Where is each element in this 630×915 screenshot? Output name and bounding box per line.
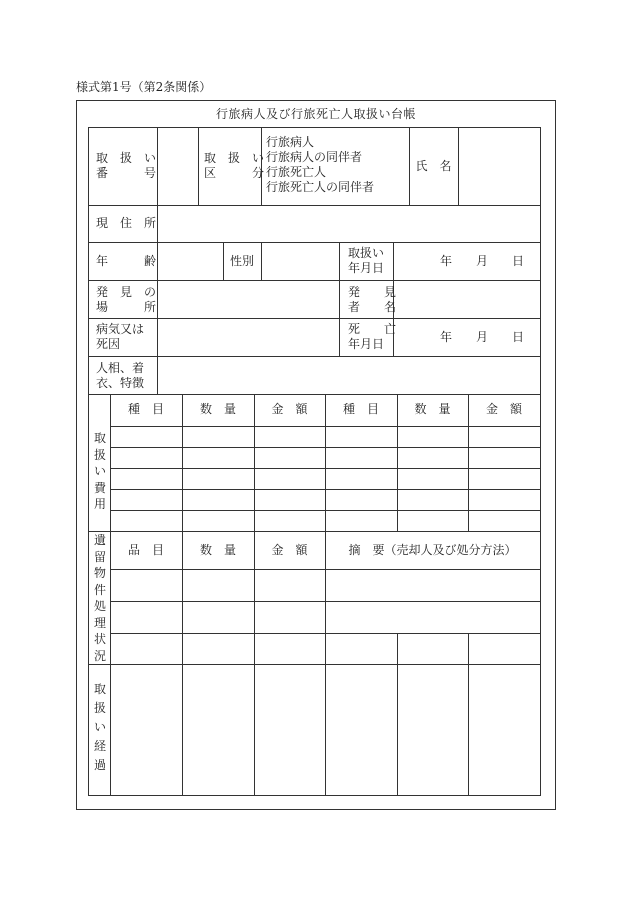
belongings-column-header: 品 目 bbox=[127, 543, 164, 557]
col-rule bbox=[254, 664, 255, 795]
col-rule bbox=[393, 242, 394, 280]
belongings-column-header: 数 量 bbox=[199, 543, 236, 557]
row-rule bbox=[89, 664, 540, 665]
form-number: 様式第1号（第2条関係） bbox=[76, 80, 212, 94]
belongings-section-label bbox=[93, 532, 107, 664]
col-rule bbox=[157, 280, 158, 356]
label-char: 扱 bbox=[93, 701, 106, 715]
expenses-column-header: 数 量 bbox=[199, 402, 236, 416]
category-option: 行旅病人 bbox=[266, 135, 315, 149]
label-char: 理 bbox=[93, 615, 106, 630]
category-option: 行旅病人の同伴者 bbox=[266, 150, 363, 164]
label-char: 費 bbox=[93, 480, 106, 495]
death-date-label: 年月日 bbox=[348, 337, 385, 351]
name-label: 氏 名 bbox=[415, 159, 452, 173]
found-place-label: 場 所 bbox=[96, 300, 157, 314]
row-rule bbox=[89, 531, 540, 532]
expenses-column-header: 種 目 bbox=[127, 402, 164, 416]
category-label: 区 分 bbox=[204, 166, 265, 180]
col-rule bbox=[397, 664, 398, 795]
label-char: 況 bbox=[93, 648, 106, 663]
label-char: 留 bbox=[93, 549, 106, 564]
col-rule bbox=[468, 664, 469, 795]
found-place-label: 発 見 の bbox=[96, 285, 157, 299]
belongings-column-header: 摘 要（売却人及び処分方法） bbox=[348, 543, 517, 557]
label-char: 扱 bbox=[93, 447, 106, 462]
label-char: 件 bbox=[93, 582, 106, 597]
ledger-table bbox=[88, 127, 541, 796]
col-rule bbox=[458, 128, 459, 205]
category-option: 行旅死亡人の同伴者 bbox=[266, 180, 375, 194]
number-label: 取 扱 い bbox=[96, 151, 157, 165]
label-char: 過 bbox=[93, 758, 106, 772]
label-char: 取 bbox=[93, 431, 106, 445]
col-rule bbox=[157, 242, 158, 280]
col-rule bbox=[157, 356, 158, 394]
expenses-section-label bbox=[93, 430, 107, 513]
label-char: い bbox=[93, 464, 106, 478]
history-section-label bbox=[93, 680, 107, 775]
col-rule bbox=[223, 242, 224, 280]
label-char: 物 bbox=[93, 566, 106, 580]
expenses-column-header: 種 目 bbox=[342, 402, 379, 416]
finder-label: 発 見 bbox=[348, 285, 397, 299]
label-char: 経 bbox=[93, 739, 106, 753]
col-rule bbox=[261, 242, 262, 280]
death-date-value: 年 月 日 bbox=[440, 330, 525, 344]
col-rule bbox=[397, 633, 398, 664]
row-rule bbox=[89, 394, 540, 395]
label-char: 状 bbox=[93, 632, 106, 646]
handling-date-label: 年月日 bbox=[348, 261, 385, 275]
col-rule bbox=[325, 664, 326, 795]
handling-date-label: 取扱い bbox=[348, 246, 385, 260]
finder-label: 者 名 bbox=[348, 300, 397, 314]
number-label: 番 号 bbox=[96, 166, 157, 180]
col-rule bbox=[182, 664, 183, 795]
features-label: 人相、着 bbox=[96, 361, 145, 375]
col-rule bbox=[339, 280, 340, 356]
ledger-title: 行旅病人及び行旅死亡人取扱い台帳 bbox=[215, 107, 416, 121]
label-char: 処 bbox=[93, 599, 106, 613]
col-rule bbox=[110, 394, 111, 795]
col-rule bbox=[157, 205, 158, 242]
belongings-column-header: 金 額 bbox=[271, 543, 308, 557]
age-label: 年 齢 bbox=[96, 254, 157, 268]
label-char: 遺 bbox=[93, 533, 106, 547]
col-rule bbox=[198, 128, 199, 205]
expenses-column-header: 数 量 bbox=[414, 402, 451, 416]
label-char: 用 bbox=[93, 497, 106, 511]
expenses-column-header: 金 額 bbox=[485, 402, 522, 416]
label-char: 取 bbox=[93, 682, 106, 696]
illness-label: 病気又は bbox=[96, 322, 145, 336]
death-date-label: 死 亡 bbox=[348, 322, 397, 336]
col-rule bbox=[339, 242, 340, 280]
col-rule bbox=[157, 128, 158, 205]
col-rule bbox=[468, 633, 469, 664]
sex-label: 性別 bbox=[230, 254, 255, 268]
features-label: 衣、特徴 bbox=[96, 376, 145, 390]
category-label: 取 扱 い bbox=[204, 151, 265, 165]
illness-label: 死因 bbox=[96, 337, 121, 351]
expenses-column-header: 金 額 bbox=[271, 402, 308, 416]
handling-date-value: 年 月 日 bbox=[440, 254, 525, 268]
label-char: い bbox=[93, 720, 106, 734]
address-label: 現 住 所 bbox=[96, 216, 157, 230]
category-option: 行旅死亡人 bbox=[266, 165, 327, 179]
